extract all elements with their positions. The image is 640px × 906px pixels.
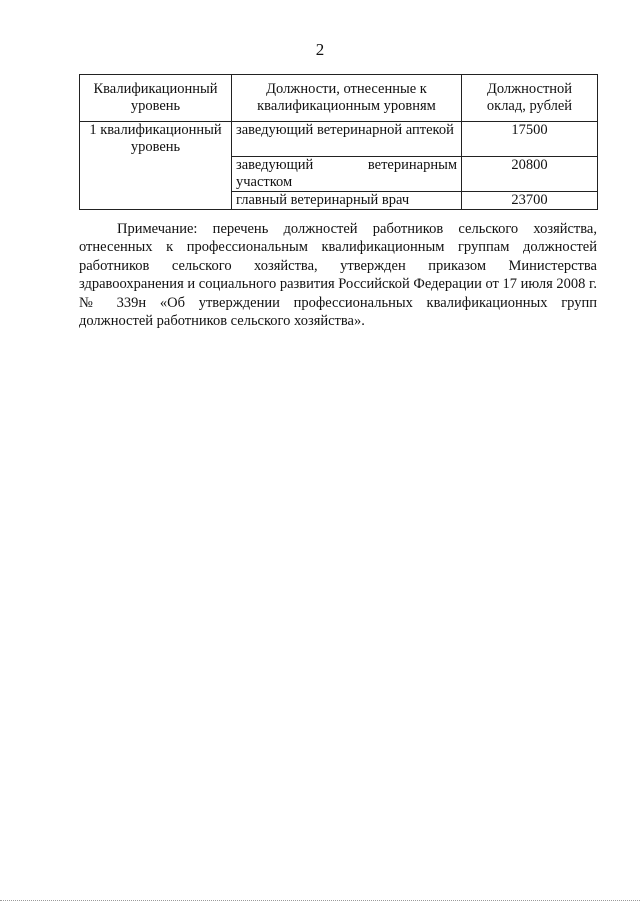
header-positions: Должности, отнесенные к квалификационным уровням: [232, 75, 462, 122]
header-salary: Должностной оклад, рублей: [462, 75, 598, 122]
note-paragraph: Примечание: перечень должностей работников сельского хозяйства, отнесенных к профессиональным квалификационным группам должностей работников сельского хозяйства, утвержден приказом Министерства здравоохранения и социального развития Российской Федерации от 17 июля 2008 г. № 339н «Об утверждении профессиональных квалификационных групп должностей работников сельского хозяйства».: [79, 221, 597, 330]
page-edge-divider: [0, 900, 640, 901]
table-header-row: [80, 75, 598, 122]
position-cell: заведующий ветеринарной аптекой: [232, 122, 462, 157]
salary-table: [79, 74, 598, 210]
position-cell: главный ветеринарный врач: [232, 192, 462, 210]
header-qualification-level: Квалификационный уровень: [80, 75, 232, 122]
qualification-level-cell: 1 квалификационный уровень: [80, 122, 232, 210]
salary-cell: 20800: [462, 157, 598, 192]
salary-cell: 23700: [462, 192, 598, 210]
table-row: [80, 122, 598, 157]
salary-cell: 17500: [462, 122, 598, 157]
page-number: 2: [315, 40, 325, 59]
position-cell: заведующий ветеринарным участком: [232, 157, 462, 192]
